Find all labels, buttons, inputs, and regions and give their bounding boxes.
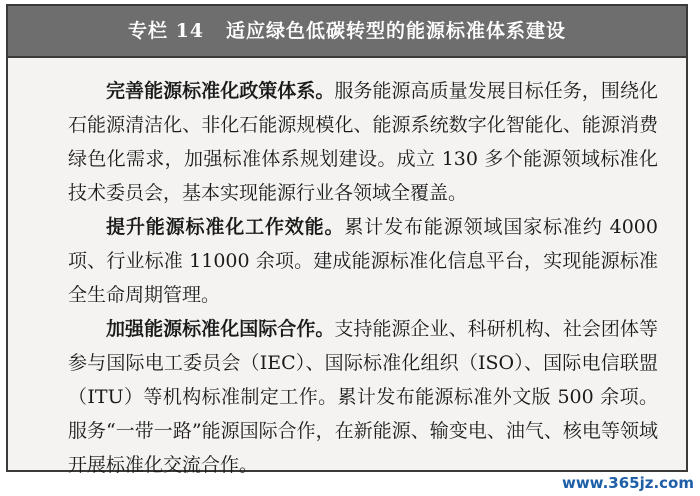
paragraph-text: 支持能源企业、科研机构、社会团体等参与国际电工委员会（IEC）、国际标准化组织（ISO）、国际电信联盟（ITU）等机构标准制定工作。累计发布能源标准外文版 500 余项。服务“一带一路”能源国际合作，在新能源、输变电、油气、核电等领域开展标准化交流合作。 — [68, 318, 658, 476]
paragraph-text: 累计发布能源领域国家标准约 4000 项、行业标准 11000 余项。建成能源标准化信息平台，实现能源标准全生命周期管理。 — [68, 216, 658, 306]
paragraph-lead: 加强能源标准化国际合作。 — [106, 318, 335, 340]
box-header — [8, 6, 686, 58]
box-label: 专栏 14 — [127, 20, 205, 42]
sidebar-box — [6, 4, 688, 476]
box-title: 适应绿色低碳转型的能源标准体系建设 — [226, 20, 567, 42]
paragraph-lead: 提升能源标准化工作效能。 — [106, 216, 345, 238]
paragraph-text: 服务能源高质量发展目标任务，围绕化石能源清洁化、非化石能源规模化、能源系统数字化智能化、能源消费绿色化需求，加强标准体系规划建设。成立 130 多个能源领域标准化技术委员会，基本实现能源行业各领域全覆盖。 — [68, 80, 658, 204]
paragraph-policy — [68, 74, 658, 210]
paragraph-efficiency — [68, 210, 658, 312]
paragraph-lead: 完善能源标准化政策体系。 — [106, 80, 335, 102]
watermark: www.365jz.com — [561, 474, 694, 492]
box-body — [68, 74, 658, 482]
paragraph-international — [68, 312, 658, 482]
